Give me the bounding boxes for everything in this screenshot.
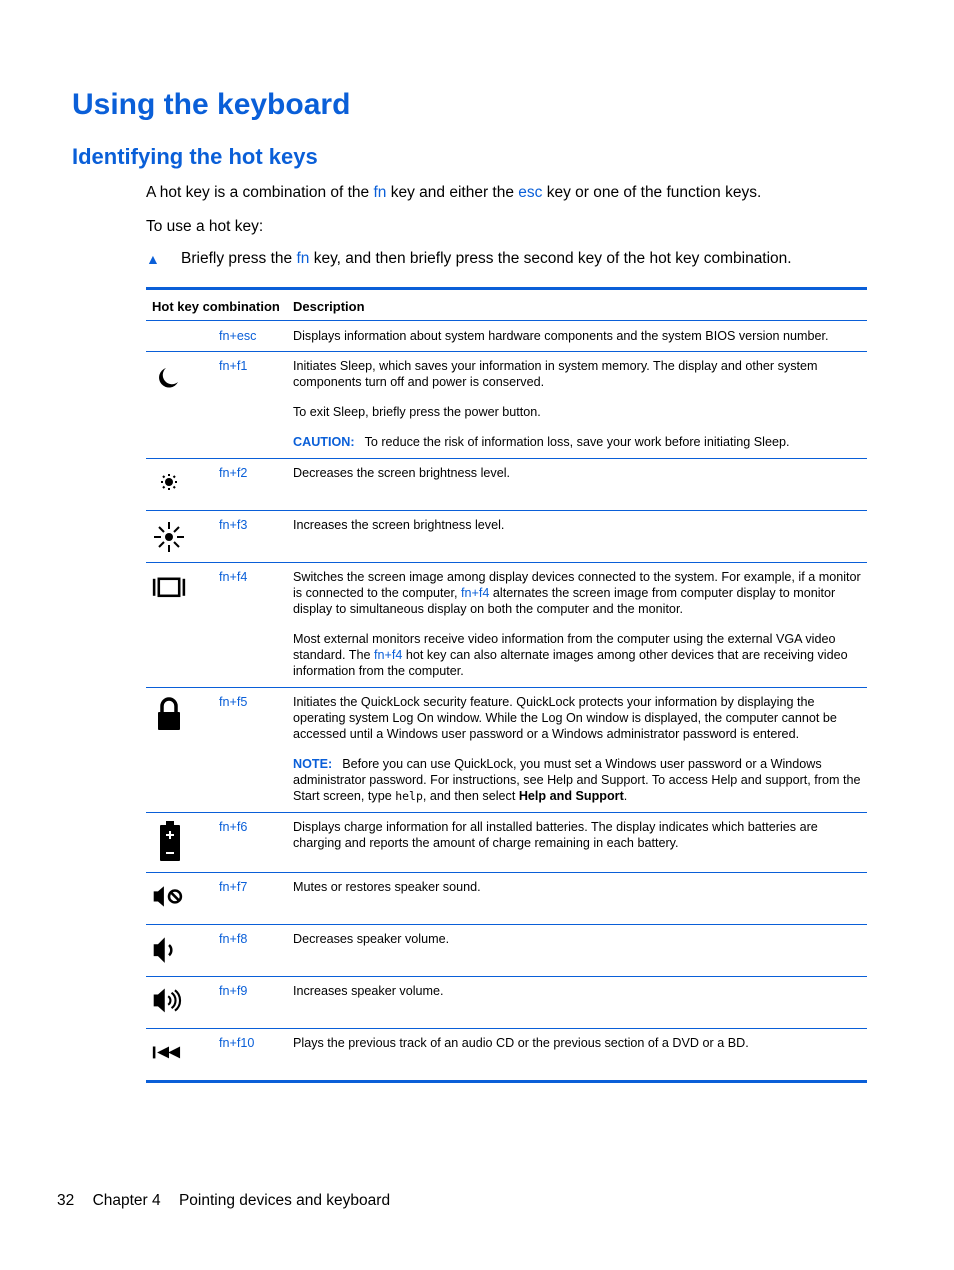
chapter-title: Pointing devices and keyboard [178, 1192, 391, 1209]
table-row [146, 688, 867, 813]
brightness-down-icon [152, 465, 186, 505]
hotkey-label: fn+f3 [219, 518, 248, 532]
table-row [146, 321, 867, 352]
table-bottom-rule [146, 1080, 867, 1083]
hotkey-label: fn+f1 [219, 359, 248, 373]
hotkey-label: fn+f2 [219, 466, 248, 480]
hotkey-description: Mutes or restores speaker sound. [293, 880, 481, 894]
sleep-moon-icon [152, 358, 186, 398]
volume-down-icon [152, 931, 186, 971]
fn-key-ref: fn [373, 184, 387, 201]
speaker-mute-icon [152, 879, 186, 919]
bullet-triangle-icon: ▲ [146, 251, 160, 267]
instruction-text: To use a hot key: [146, 218, 264, 235]
esc-key-ref: esc [518, 184, 543, 201]
hotkey-label: fn+f10 [219, 1036, 255, 1050]
hotkey-label: fn+f7 [219, 880, 248, 894]
page-title: Using the keyboard [72, 88, 351, 121]
hotkey-label: fn+f4 [219, 570, 248, 584]
battery-icon [152, 819, 186, 863]
hotkey-description: Increases speaker volume. [293, 984, 444, 998]
hotkey-description: Plays the previous track of an audio CD or the previous section of a DVD or a BD. [293, 1036, 749, 1050]
hotkey-label: fn+f5 [219, 695, 248, 709]
hotkey-label: fn+esc [219, 329, 257, 343]
header-hotkey: Hot key combination [152, 299, 280, 314]
table-row [146, 352, 867, 459]
hotkey-description: Initiates the QuickLock security feature. QuickLock protects your information by displaying the operating system Log On window. While the Log On window is displayed, the computer cannot be accessed until a Windows user password or a Windows administrator password is entered. NOTE: Before you can use QuickLock, you must set a Windows user password or a Windows administrator password. For instructions, see Help and Support. To access Help and support, from the Start screen, type help, and then select Help and Support. [293, 694, 863, 818]
table-row [146, 459, 867, 511]
hotkey-label: fn+f9 [219, 984, 248, 998]
table-row [146, 1029, 867, 1080]
hotkey-description: Displays charge information for all installed batteries. The display indicates which batteries are charging and reports the amount of charge remaining in each battery. [293, 820, 818, 850]
table-row [146, 511, 867, 563]
hotkey-description: Increases the screen brightness level. [293, 518, 505, 532]
intro-paragraph: A hot key is a combination of the fn key and either the esc key or one of the function keys. [146, 184, 762, 201]
hotkey-description: Initiates Sleep, which saves your information in system memory. The display and other system components turn off and power is conserved. To exit Sleep, briefly press the power button. CAUTION: To reduce the risk of information loss, save your work before initiating Sleep. [293, 358, 863, 464]
hotkey-description: Switches the screen image among display devices connected to the system. For example, if a monitor is connected to the computer, fn+f4 alternates the screen image from computer display to monitor display to simultaneous display on both the computer and the monitor. Most external monitors receive video information from the computer using the external VGA video standard. The fn+f4 hot key can also alternate images among other devices that are receiving video information from the computer. [293, 570, 861, 678]
table-header [146, 290, 867, 321]
previous-track-icon [152, 1035, 186, 1075]
fn-key-ref: fn [296, 250, 310, 267]
lock-icon [152, 694, 186, 734]
hotkey-description: Decreases the screen brightness level. [293, 466, 511, 480]
volume-up-icon [152, 983, 186, 1023]
table-row [146, 925, 867, 977]
table-row [146, 813, 867, 873]
hotkey-description: Displays information about system hardware components and the system BIOS version number. [293, 329, 829, 343]
table-row [146, 873, 867, 925]
hotkey-table [146, 287, 867, 1083]
hotkey-description: Decreases speaker volume. [293, 932, 450, 946]
hotkey-label: fn+f8 [219, 932, 248, 946]
table-row [146, 563, 867, 688]
hotkey-label: fn+f6 [219, 820, 248, 834]
note: NOTE: Before you can use QuickLock, you must set a Windows user password or a Windows administrator password. For instructions, see Help and Support. To access Help and support, from the Start screen, type help, and then select Help and Support. [293, 757, 861, 803]
brightness-up-icon [152, 517, 186, 557]
display-switch-icon [152, 569, 186, 609]
bullet-step: Briefly press the fn key, and then briefly press the second key of the hot key combination. [181, 250, 792, 267]
header-description: Description [293, 299, 365, 314]
section-title: Identifying the hot keys [72, 144, 318, 169]
chapter-label: Chapter 4 [92, 1192, 161, 1209]
caution-note: CAUTION: To reduce the risk of information loss, save your work before initiating Sleep. [293, 435, 790, 449]
page-number: 32 [57, 1192, 75, 1209]
table-row [146, 977, 867, 1029]
page-footer [57, 1192, 404, 1210]
